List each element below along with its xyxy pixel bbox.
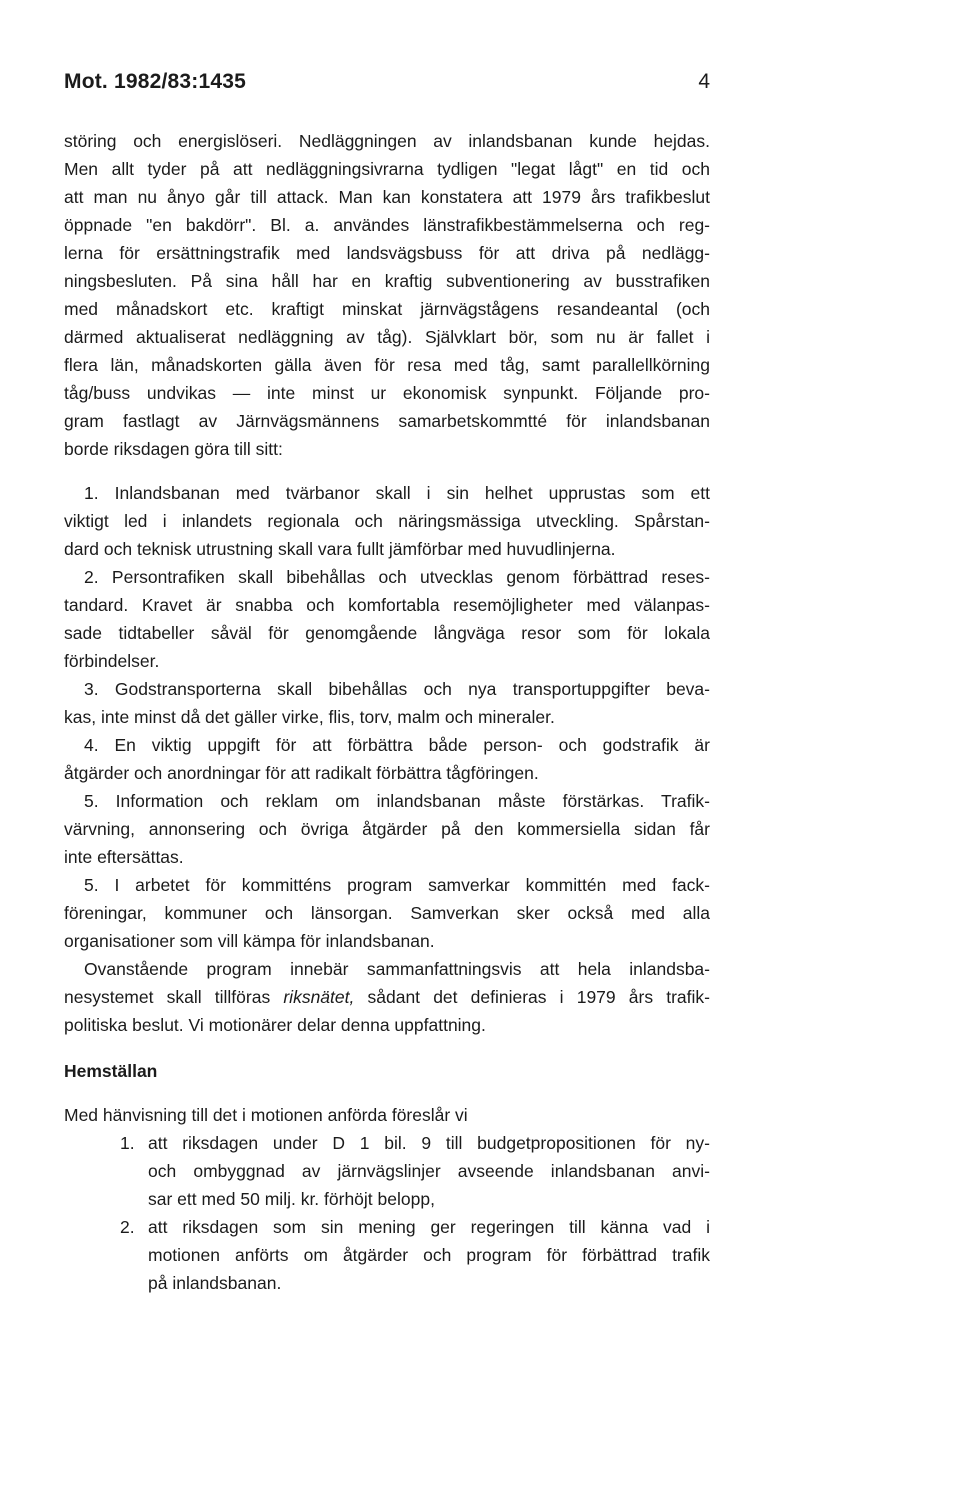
program-line: värvning, annonsering och övriga åtgärder på den kommersiella sidan får bbox=[64, 819, 710, 839]
summary-line: politiska beslut. Vi motionärer delar denna uppfattning. bbox=[64, 1015, 486, 1035]
summary-text: sådant det definieras i 1979 års trafik- bbox=[354, 987, 710, 1007]
request-item-line: på inlandsbanan. bbox=[148, 1273, 282, 1293]
program-item-2: 2. Persontrafiken skall bibehållas och utvecklas genom förbättrad reses- bbox=[84, 567, 710, 587]
intro-line: Men allt tyder på att nedläggningsivrarna tydligen "legat lågt" en tid och bbox=[64, 159, 710, 179]
program-item-4: 4. En viktig uppgift för att förbättra både person- och godstrafik är bbox=[84, 735, 710, 755]
intro-line: med månadskort etc. kraftigt minskat järnvägstågens resandeantal (och bbox=[64, 299, 710, 319]
intro-line: flera län, månadskorten gälla även för resa med tåg, samt parallellkörning bbox=[64, 355, 710, 375]
intro-line: borde riksdagen göra till sitt: bbox=[64, 439, 283, 459]
intro-line: därmed aktualiserat nedläggning av tåg). Självklart bör, som nu är fallet i bbox=[64, 327, 710, 347]
program-item-6: 5. I arbetet för kommitténs program samverkar kommittén med fack- bbox=[84, 875, 710, 895]
summary-line: Ovanstående program innebär sammanfattningsvis att hela inlandsba- bbox=[84, 959, 710, 979]
request-item-line: att riksdagen under D 1 bil. 9 till budgetpropositionen för ny- bbox=[148, 1133, 710, 1153]
request-item-number: 2. bbox=[120, 1217, 135, 1237]
intro-line: ningsbesluten. På sina håll har en kraftig subventionering av busstrafiken bbox=[64, 271, 710, 291]
summary-text: nesystemet skall tillföras bbox=[64, 987, 284, 1007]
program-line: kas, inte minst då det gäller virke, flis, torv, malm och mineraler. bbox=[64, 707, 555, 727]
request-item-number: 1. bbox=[120, 1133, 135, 1153]
program-item-1: 1. Inlandsbanan med tvärbanor skall i sin helhet upprustas som ett bbox=[84, 483, 710, 503]
program-line: tandard. Kravet är snabba och komfortabla resemöjligheter med välanpas- bbox=[64, 595, 710, 615]
program-line: viktigt led i inlandets regionala och näringsmässiga utveckling. Spårstan- bbox=[64, 511, 710, 531]
intro-line: lerna för ersättningstrafik med landsvägsbuss för att driva på nedlägg- bbox=[64, 243, 710, 263]
program-line: åtgärder och anordningar för att radikalt förbättra tågföringen. bbox=[64, 763, 539, 783]
intro-line: gram fastlagt av Järnvägsmännens samarbetskommtté för inlandsbanan bbox=[64, 411, 710, 431]
request-item-line: att riksdagen som sin mening ger regeringen till känna vad i bbox=[148, 1217, 710, 1237]
document-reference: Mot. 1982/83:1435 bbox=[64, 70, 247, 93]
program-line: föreningar, kommuner och länsorgan. Samverkan sker också med alla bbox=[64, 903, 710, 923]
intro-line: störing och energislöseri. Nedläggningen av inlandsbanan kunde hejdas. bbox=[64, 131, 710, 151]
page-number: 4 bbox=[698, 70, 710, 93]
intro-line: öppnade "en bakdörr". Bl. a. användes länstrafikbestämmelserna och reg- bbox=[64, 215, 710, 235]
intro-line: att man nu ånyo går till attack. Man kan konstatera att 1979 års trafikbeslut bbox=[64, 187, 710, 207]
program-line: sade tidtabeller såväl för genomgående långväga resor som för lokala bbox=[64, 623, 710, 643]
italic-term: riksnätet, bbox=[283, 987, 355, 1007]
intro-line: tåg/buss undvikas — inte minst ur ekonomisk synpunkt. Följande pro- bbox=[64, 383, 710, 403]
program-line: dard och teknisk utrustning skall vara fullt jämförbar med huvudlinjerna. bbox=[64, 539, 616, 559]
program-line: organisationer som vill kämpa för inlandsbanan. bbox=[64, 931, 435, 951]
page-header bbox=[64, 70, 710, 100]
request-item-line: och ombyggnad av järnvägslinjer avseende inlandsbanan anvi- bbox=[148, 1161, 710, 1181]
section-heading: Hemställan bbox=[64, 1061, 158, 1081]
program-item-5: 5. Information och reklam om inlandsbanan måste förstärkas. Trafik- bbox=[84, 791, 710, 811]
request-intro: Med hänvisning till det i motionen anförda föreslår vi bbox=[64, 1105, 468, 1125]
program-item-3: 3. Godstransporterna skall bibehållas och nya transportuppgifter beva- bbox=[84, 679, 710, 699]
program-line: inte eftersättas. bbox=[64, 847, 184, 867]
summary-line bbox=[64, 986, 710, 1008]
request-item-line: motionen anförts om åtgärder och program för förbättrad trafik bbox=[148, 1245, 710, 1265]
program-line: förbindelser. bbox=[64, 651, 160, 671]
request-item-line: sar ett med 50 milj. kr. förhöjt belopp, bbox=[148, 1189, 435, 1209]
